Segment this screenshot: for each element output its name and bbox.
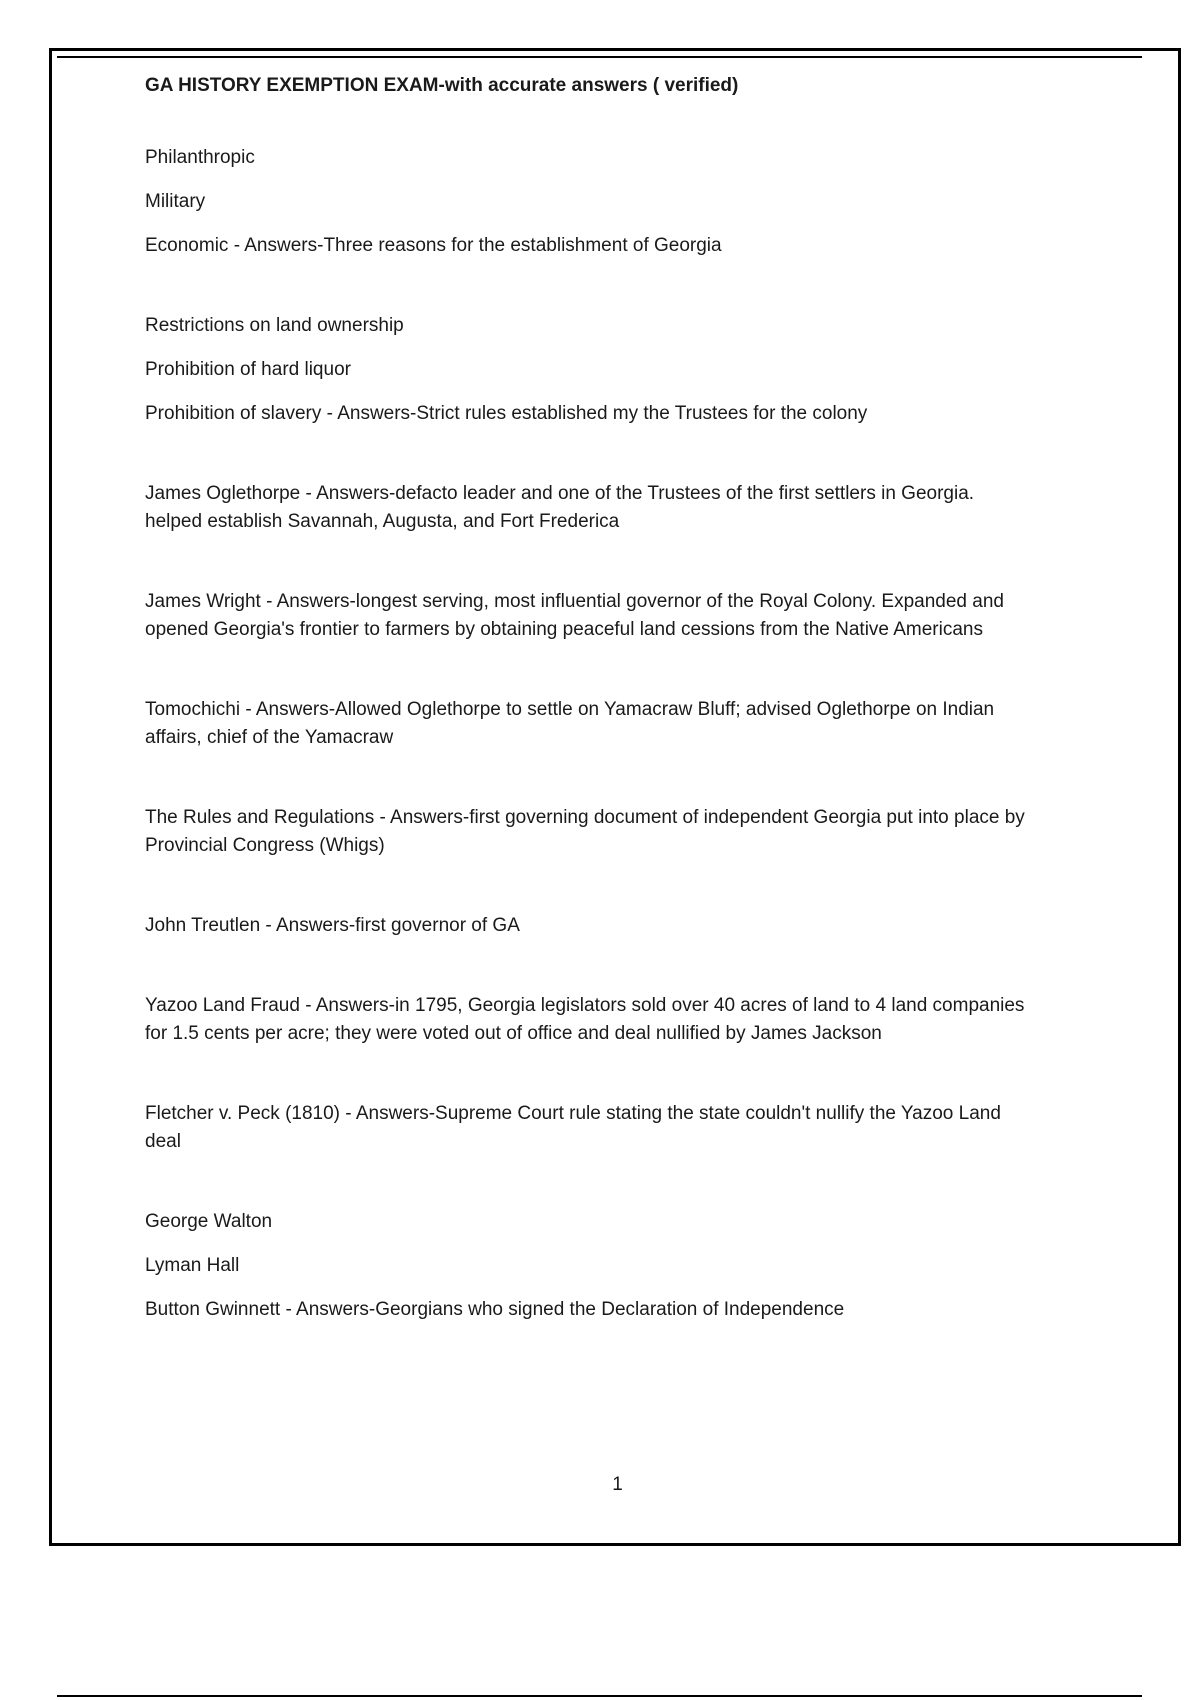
- entry-item: [145, 1100, 1095, 1156]
- entry-line: Provincial Congress (Whigs): [145, 835, 385, 856]
- entry-line: Yazoo Land Fraud - Answers-in 1795, Georgia legislators sold over 40 acres of land to 4 land companies: [145, 995, 1025, 1016]
- entry-line: deal: [145, 1131, 181, 1152]
- entry-item: [145, 312, 1095, 340]
- document-body: [145, 72, 1095, 1324]
- entries-list: [145, 144, 1095, 1324]
- entry-item: [145, 188, 1095, 216]
- header-rule: [57, 56, 1142, 58]
- entry-item: [145, 588, 1095, 644]
- entry-line: The Rules and Regulations - Answers-first governing document of independent Georgia put into place by: [145, 807, 1025, 828]
- entry-item: [145, 992, 1095, 1048]
- entry-item: [145, 912, 1095, 940]
- entry-line: Prohibition of slavery - Answers-Strict rules established my the Trustees for the colony: [145, 403, 868, 424]
- entry-item: [145, 144, 1095, 172]
- entry-line: Military: [145, 191, 206, 212]
- entry-line: Philanthropic: [145, 147, 255, 168]
- document-title: GA HISTORY EXEMPTION EXAM-with accurate answers ( verified): [145, 75, 739, 96]
- entry-line: Lyman Hall: [145, 1255, 240, 1276]
- entry-item: [145, 696, 1095, 752]
- entry-line: Tomochichi - Answers-Allowed Oglethorpe to settle on Yamacraw Bluff; advised Oglethorpe on Indian: [145, 699, 995, 720]
- entry-line: Fletcher v. Peck (1810) - Answers-Supreme Court rule stating the state couldn't nullify the Yazoo Land: [145, 1103, 1001, 1124]
- entry-line: Restrictions on land ownership: [145, 315, 404, 336]
- entry-line: George Walton: [145, 1211, 273, 1232]
- entry-item: [145, 400, 1095, 428]
- entry-line: opened Georgia's frontier to farmers by obtaining peaceful land cessions from the Native Americans: [145, 619, 983, 640]
- page-number: 1: [612, 1474, 623, 1495]
- entry-item: [145, 356, 1095, 384]
- entry-line: John Treutlen - Answers-first governor of GA: [145, 915, 520, 936]
- entry-item: [145, 1208, 1095, 1236]
- entry-item: [145, 1296, 1095, 1324]
- entry-item: [145, 232, 1095, 260]
- entry-line: for 1.5 cents per acre; they were voted out of office and deal nullified by James Jackson: [145, 1023, 882, 1044]
- entry-item: [145, 480, 1095, 536]
- entry-item: [145, 1252, 1095, 1280]
- entry-line: affairs, chief of the Yamacraw: [145, 727, 394, 748]
- entry-line: James Oglethorpe - Answers-defacto leader and one of the Trustees of the first settlers in Georgia.: [145, 483, 975, 504]
- entry-line: Economic - Answers-Three reasons for the establishment of Georgia: [145, 235, 722, 256]
- entry-line: James Wright - Answers-longest serving, most influential governor of the Royal Colony. Expanded and: [145, 591, 1004, 612]
- entry-line: Prohibition of hard liquor: [145, 359, 351, 380]
- entry-line: helped establish Savannah, Augusta, and Fort Frederica: [145, 511, 620, 532]
- next-page-rule: [57, 1695, 1142, 1697]
- entry-item: [145, 804, 1095, 860]
- entry-line: Button Gwinnett - Answers-Georgians who signed the Declaration of Independence: [145, 1299, 845, 1320]
